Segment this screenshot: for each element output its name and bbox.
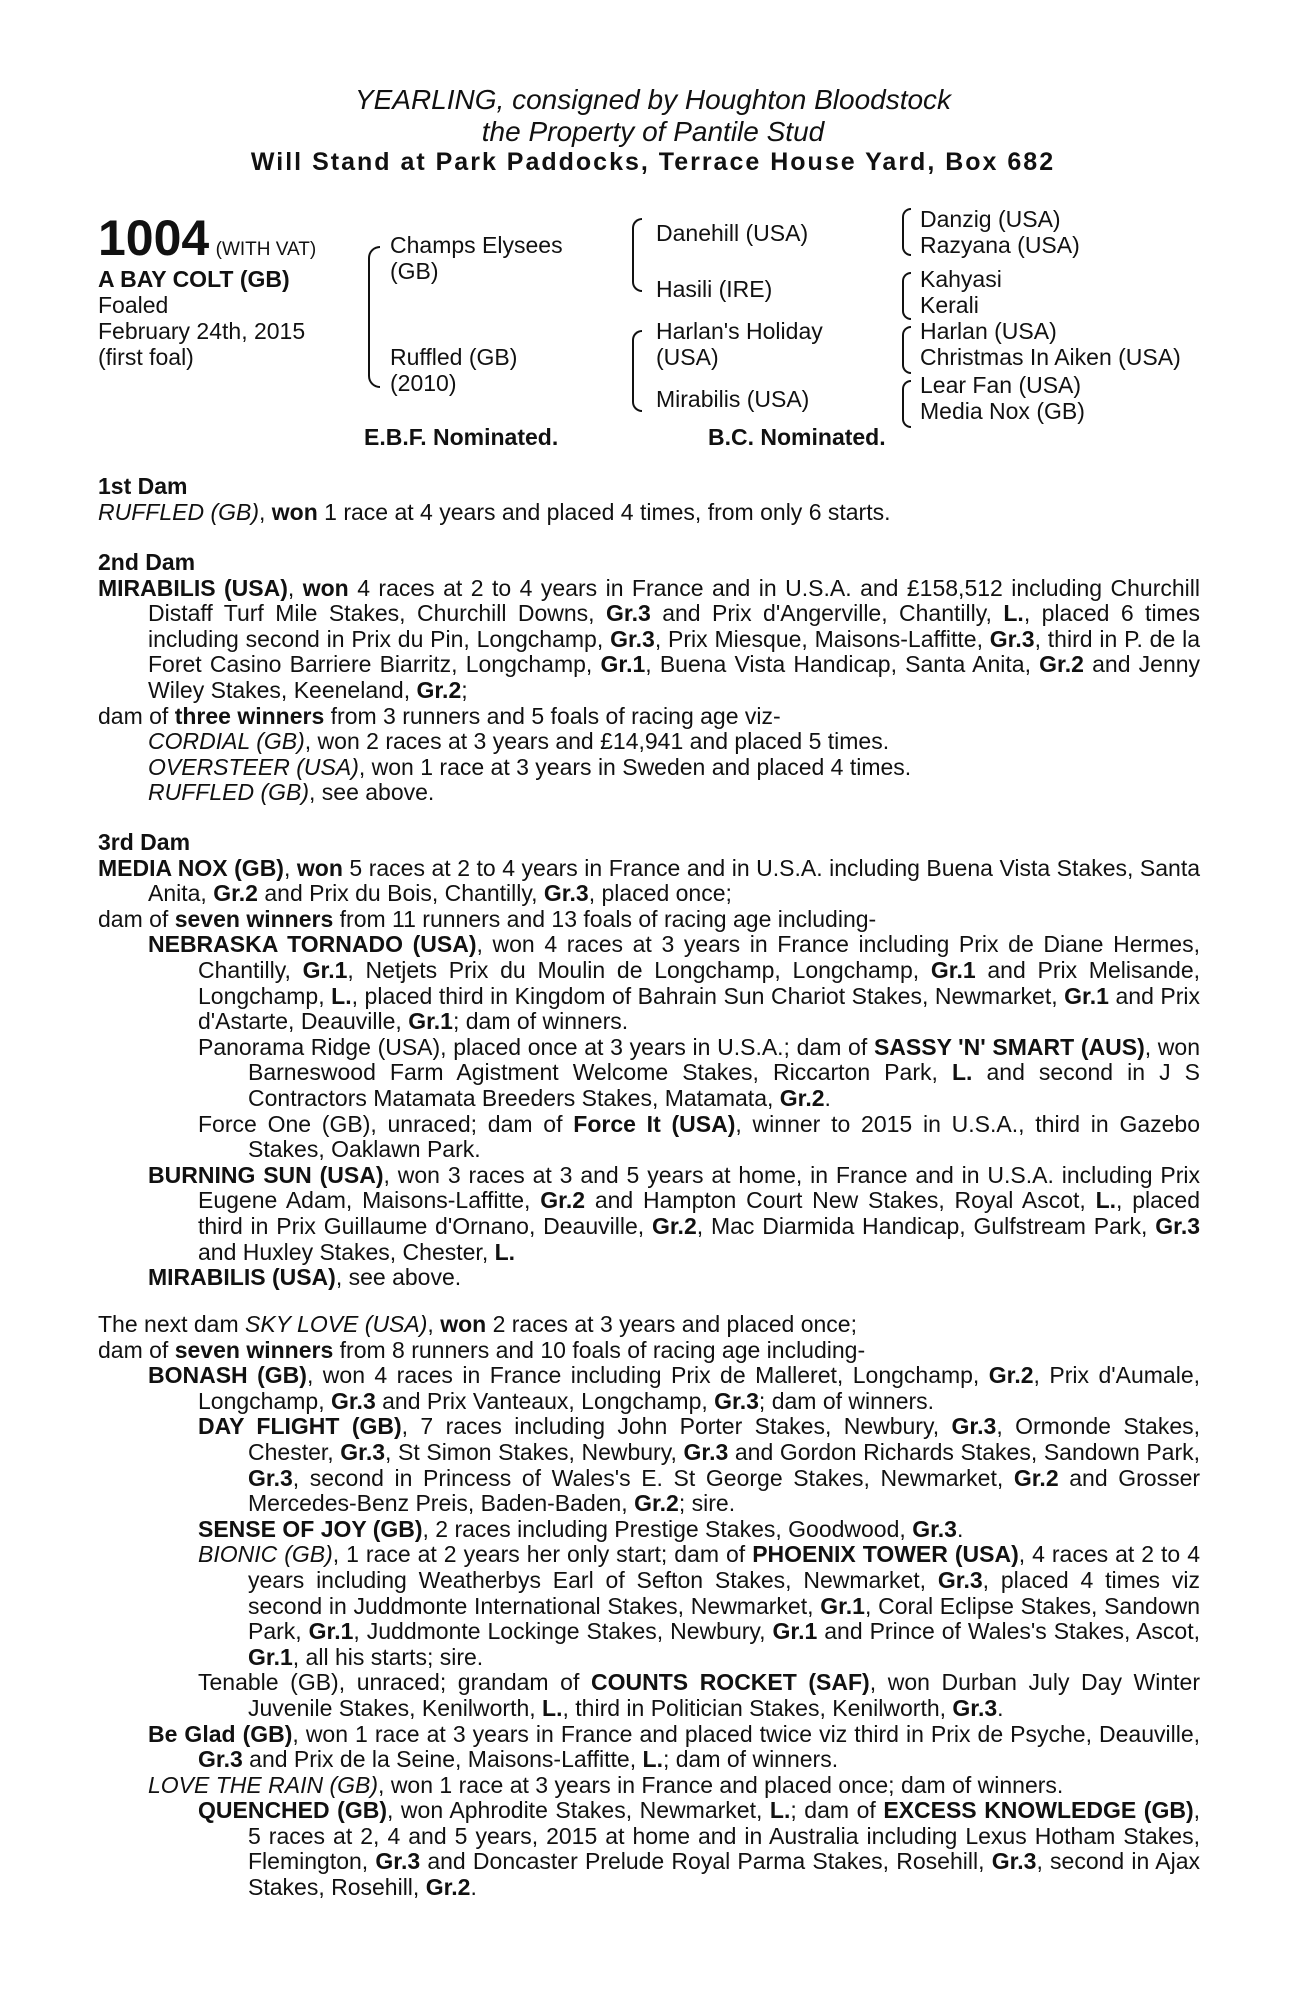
horse-name: CORDIAL (GB): [148, 728, 305, 755]
grade-label: Gr.2: [425, 1874, 471, 1901]
record-text: ; dam of winners.: [452, 1008, 629, 1035]
grade-label: L.: [1003, 600, 1024, 627]
grade-label: Gr.3: [912, 1515, 957, 1542]
record-text: , 1 race at 2 years her only start; dam of: [332, 1541, 746, 1568]
grade-label: Gr.3: [330, 1387, 376, 1414]
grade-label: Gr.1: [930, 956, 976, 983]
record-text: 4 races at 2 to 4 years in France and in U.S.A. and £158,512 including Churchill Distaff Turf Mile Stakes, Churchill Downs,: [148, 574, 1200, 627]
record-text: , 2 races including Prestige Stakes, Goodwood,: [422, 1515, 906, 1542]
horse-name: Be Glad (GB): [148, 1720, 293, 1747]
record-text: and Doncaster Prelude Royal Parma Stakes, Rosehill,: [427, 1848, 985, 1875]
sire-sire: Danehill (USA): [656, 220, 809, 246]
grade-label: Gr.3: [989, 625, 1035, 652]
dam-record: MEDIA NOX (GB), won 5 races at 2 to 4 years in France and in U.S.A. including Buena Vista Stakes, Santa Anita, Gr.2 and Prix du Bois, Chantilly, Gr.3, placed once;: [98, 854, 1201, 907]
record-text: , see above.: [309, 779, 435, 806]
bc-nomination: B.C. Nominated.: [708, 424, 886, 450]
dam-of-label: dam of: [98, 905, 169, 932]
grade-label: Gr.3: [714, 1387, 759, 1414]
progeny-item: [98, 1670, 1200, 1721]
record-text: , won 4 races at 3 years in France including Prix de Diane Hermes, Chantilly,: [198, 931, 1200, 983]
dam-record: RUFFLED (GB), won 1 race at 4 years and placed 4 times, from only 6 starts.: [98, 498, 891, 525]
horse-name: QUENCHED (GB): [198, 1797, 387, 1824]
record-text: and Gordon Richards Stakes, Sandown Park,: [734, 1438, 1201, 1465]
record-text: 2 races at 3 years and placed once;: [492, 1311, 857, 1337]
winners-count: three winners: [174, 702, 325, 729]
horse-name: MIRABILIS (USA): [148, 1264, 336, 1291]
record-text: , won Aphrodite Stakes, Newmarket,: [387, 1797, 763, 1824]
dam-of-label: dam of: [98, 702, 169, 729]
record-text: and Prix de la Seine, Maisons-Laffitte,: [249, 1746, 637, 1773]
vat-label: (WITH VAT): [215, 239, 317, 260]
horse-name: RUFFLED (GB): [148, 779, 309, 806]
record-text: and Huxley Stakes, Chester,: [198, 1238, 489, 1265]
grade-label: Gr.3: [606, 600, 651, 627]
dam-record: The next dam SKY LOVE (USA), won 2 races at 3 years and placed once;: [98, 1311, 857, 1337]
record-text: and Prix du Bois, Chantilly,: [264, 880, 538, 907]
section-heading: 2nd Dam: [98, 549, 196, 575]
grade-label: Gr.2: [779, 1084, 825, 1111]
grade-label: Gr.3: [951, 1413, 997, 1440]
record-text: ; dam of winners.: [758, 1387, 935, 1414]
progeny-item: [98, 1722, 1200, 1773]
record-text: and Prix Vanteaux, Longchamp,: [382, 1387, 708, 1414]
foaled-label: Foaled: [98, 292, 169, 318]
first-foal-note: (first foal): [98, 344, 194, 370]
consignor-line: YEARLING, consigned by Houghton Bloodstock: [354, 84, 952, 115]
progeny-item: [98, 932, 1200, 1034]
ddd: Media Nox (GB): [920, 398, 1085, 424]
grade-label: Gr.1: [820, 1592, 865, 1619]
pedigree-brace: [902, 380, 911, 428]
grade-label: Gr.2: [416, 676, 462, 703]
first-dam-section: [98, 474, 1200, 525]
section-heading: 3rd Dam: [98, 829, 191, 855]
won-label: won: [440, 1311, 487, 1337]
lot-number: 1004: [98, 210, 210, 266]
record-text: , placed third in Prix Guillaume d'Ornano, Deauville,: [198, 1187, 1201, 1239]
sdd: Kerali: [920, 292, 979, 318]
horse-name: COUNTS ROCKET (SAF): [590, 1669, 870, 1696]
record-text: , won Barneswood Farm Agistment Welcome Stakes, Riccarton Park,: [248, 1033, 1200, 1086]
progeny-item: [98, 1517, 1200, 1543]
dsd: Christmas In Aiken (USA): [920, 344, 1181, 370]
grade-label: L.: [951, 1059, 973, 1086]
horse-name: BURNING SUN (USA): [148, 1161, 384, 1188]
record-text: from 11 runners and 13 foals of racing age including-: [339, 905, 877, 932]
record-text: , Coral Eclipse Stakes, Sandown Park,: [248, 1592, 1200, 1645]
record-text: , third in P. de la Foret Casino Barriere Biarritz, Longchamp,: [148, 625, 1200, 678]
horse-name: MEDIA NOX (GB): [98, 854, 284, 881]
grade-label: L.: [542, 1694, 563, 1721]
horse-name: NEBRASKA TORNADO (USA): [148, 931, 477, 958]
record-text: , Prix d'Aumale, Longchamp,: [198, 1362, 1201, 1414]
progeny-item: [98, 1542, 1200, 1670]
grade-label: L.: [331, 982, 352, 1009]
record-text: and Prix d'Angerville, Chantilly,: [662, 600, 992, 627]
record-text: , see above.: [335, 1264, 462, 1291]
horse-name: OVERSTEER (USA): [148, 753, 359, 780]
grade-label: L.: [494, 1238, 516, 1265]
record-text: , Mac Diarmida Handicap, Gulfstream Park,: [696, 1212, 1148, 1239]
grade-label: Gr.1: [302, 956, 348, 983]
record-text: , third in Politician Stakes, Kenilworth,: [562, 1694, 947, 1721]
foaled-date: February 24th, 2015: [98, 318, 306, 344]
record-text: , 7 races including John Porter Stakes, Newbury,: [401, 1413, 940, 1440]
dam-dam: Mirabilis (USA): [656, 386, 810, 412]
sds: Kahyasi: [920, 266, 1002, 292]
dam-of-line: [98, 1338, 1200, 1364]
progeny-item: [98, 755, 1200, 781]
record-text: , placed 6 times including second in Prix du Pin, Longchamp,: [148, 600, 1200, 652]
record-text: , won Durban July Day Winter Juvenile Stakes, Kenilworth,: [248, 1669, 1200, 1721]
record-text: , 4 races at 2 to 4 years including Weatherbys Earl of Sefton Stakes, Newmarket,: [248, 1541, 1200, 1593]
horse-name: MIRABILIS (USA): [98, 574, 288, 601]
horse-name: EXCESS KNOWLEDGE (GB): [883, 1797, 1194, 1824]
grade-label: Gr.3: [1155, 1212, 1201, 1239]
record-text: 5 races at 2 to 4 years in France and in U.S.A. including Buena Vista Stakes, Santa Anita,: [148, 854, 1201, 907]
record-text: .: [824, 1084, 831, 1111]
sire-name: Champs Elysees: [390, 232, 563, 258]
record-text: Tenable (GB), unraced; grandam of: [198, 1669, 580, 1696]
progeny-item: [98, 1363, 1200, 1414]
grade-label: Gr.2: [1039, 651, 1084, 678]
progeny-item: [98, 1035, 1200, 1112]
record-text: .: [997, 1694, 1004, 1721]
property-line: the Property of Pantile Stud: [481, 116, 825, 147]
next-dam-section: [98, 1312, 1200, 1901]
sss: Danzig (USA): [920, 206, 1061, 232]
record-text: , winner to 2015 in U.S.A., third in Gazebo Stakes, Oaklawn Park.: [248, 1110, 1201, 1163]
horse-name: RUFFLED (GB): [98, 498, 259, 525]
record-text: , won 1 race at 3 years in Sweden and placed 4 times.: [358, 753, 912, 780]
progeny-item: [98, 1163, 1200, 1265]
progeny-item: [98, 1265, 1200, 1291]
grade-label: Gr.2: [988, 1362, 1034, 1389]
pedigree-brace: [632, 218, 642, 292]
record-text: , placed third in Kingdom of Bahrain Sun Chariot Stakes, Newmarket,: [351, 982, 1058, 1009]
dds: Lear Fan (USA): [920, 372, 1082, 398]
record-text: , all his starts; sire.: [292, 1643, 484, 1670]
horse-name: PHOENIX TOWER (USA): [752, 1541, 1019, 1568]
grade-label: L.: [642, 1746, 663, 1773]
dam-name: Ruffled (GB): [390, 344, 518, 370]
dam-of-label: dam of: [98, 1336, 169, 1363]
record-text: from 3 runners and 5 foals of racing age viz-: [330, 702, 781, 729]
record-text: .: [470, 1874, 477, 1901]
location-line: Will Stand at Park Paddocks, Terrace House Yard, Box 682: [250, 148, 1056, 176]
grade-label: Gr.2: [1013, 1464, 1059, 1491]
record-text: , 5 races at 2, 4 and 5 years, 2015 at home and in Australia including Lexus Hotham Stakes, Flemington,: [248, 1797, 1200, 1875]
dam-sire-line2: (USA): [656, 344, 719, 370]
grade-label: Gr.2: [540, 1187, 586, 1214]
dam-record: MIRABILIS (USA), won 4 races at 2 to 4 years in France and in U.S.A. and £158,512 including Churchill Distaff Turf Mile Stakes, Churchill Downs, Gr.3 and Prix d'Angerville, Chantilly, L., placed 6 times including second in Prix du Pin, Longchamp, Gr.3, Prix Miesque, Maisons-Laffitte, Gr.3, third in P. de la Foret Casino Barriere Biarritz, Longchamp, Gr.1, Buena Vista Handicap, Santa Anita, Gr.2 and Jenny Wiley Stakes, Keeneland, Gr.2;: [98, 574, 1201, 703]
record-text: ; sire.: [678, 1490, 736, 1517]
section-heading: 1st Dam: [98, 473, 188, 499]
grade-label: Gr.2: [651, 1212, 697, 1239]
progeny-item: [98, 1112, 1200, 1163]
record-text: , Netjets Prix du Moulin de Longchamp, Longchamp,: [347, 956, 920, 983]
grade-label: Gr.3: [375, 1848, 421, 1875]
record-text: The next dam: [98, 1311, 239, 1337]
lot-heading: [98, 212, 316, 264]
won-label: won: [302, 574, 349, 601]
horse-name: SENSE OF JOY (GB): [198, 1515, 423, 1542]
record-text: ; dam of: [790, 1797, 876, 1824]
pedigree-brace: [902, 272, 911, 320]
horse-name: BONASH (GB): [148, 1362, 307, 1389]
grade-label: Gr.1: [408, 1008, 453, 1035]
dam-of-line: [98, 907, 1200, 933]
grade-label: Gr.3: [543, 880, 589, 907]
record-text: , St Simon Stakes, Newbury,: [385, 1438, 677, 1465]
grade-label: Gr.1: [772, 1618, 818, 1645]
grade-label: Gr.2: [634, 1490, 679, 1517]
grade-label: Gr.1: [1064, 982, 1109, 1009]
progeny-item: [98, 1773, 1200, 1799]
grade-label: Gr.3: [248, 1464, 293, 1491]
grade-label: Gr.3: [952, 1694, 998, 1721]
record-text: , placed 4 times viz second in Juddmonte International Stakes, Newmarket,: [248, 1566, 1200, 1619]
record-text: , Buena Vista Handicap, Santa Anita,: [645, 651, 1031, 678]
record-text: , won 1 race at 3 years in France and placed once; dam of winners.: [378, 1771, 1064, 1798]
record-text: from 8 runners and 10 foals of racing age including-: [339, 1336, 866, 1363]
grade-label: Gr.2: [213, 880, 258, 907]
record-text: and second in J S Contractors Matamata Breeders Stakes, Matamata,: [248, 1059, 1201, 1111]
won-label: won: [271, 498, 318, 525]
record-text: , Prix Miesque, Maisons-Laffitte,: [654, 625, 983, 652]
pedigree-brace: [368, 246, 380, 388]
lot-name: A BAY COLT (GB): [98, 266, 290, 292]
pedigree-brace: [902, 326, 911, 374]
third-dam-section: [98, 830, 1200, 1291]
winners-count: seven winners: [174, 905, 334, 932]
record-text: and Prix Melisande, Longchamp,: [198, 956, 1201, 1009]
grade-label: Gr.3: [610, 625, 655, 652]
won-label: won: [296, 854, 343, 881]
pedigree-brace: [902, 208, 911, 256]
grade-label: Gr.1: [248, 1643, 293, 1670]
record-text: , Ormonde Stakes, Chester,: [248, 1413, 1201, 1465]
record-text: Force One (GB), unraced; dam of: [198, 1110, 563, 1137]
dss: Harlan (USA): [920, 318, 1057, 344]
grade-label: Gr.3: [991, 1848, 1037, 1875]
record-text: , second in Princess of Wales's E. St George Stakes, Newmarket,: [292, 1464, 1004, 1491]
dam-sire-line1: Harlan's Holiday: [656, 318, 823, 344]
ebf-nomination: E.B.F. Nominated.: [364, 424, 559, 450]
progeny-item: [98, 780, 1200, 806]
progeny-item: [98, 1414, 1200, 1516]
record-text: and Prince of Wales's Stakes, Ascot,: [824, 1618, 1201, 1645]
grade-label: Gr.1: [308, 1618, 354, 1645]
ssd: Razyana (USA): [920, 232, 1080, 258]
record-text: and Grosser Mercedes-Benz Preis, Baden-Baden,: [248, 1464, 1201, 1517]
pedigree-brace: [632, 330, 642, 412]
grade-label: L.: [769, 1797, 791, 1824]
grade-label: Gr.3: [198, 1746, 243, 1773]
dam-year: (2010): [390, 370, 457, 396]
progeny-item: [98, 729, 1200, 755]
horse-name: SKY LOVE (USA): [245, 1311, 428, 1337]
record-text: .: [956, 1515, 964, 1542]
winners-count: seven winners: [174, 1336, 334, 1363]
record-text: , won 2 races at 3 years and £14,941 and placed 5 times.: [304, 728, 890, 755]
record-text: ; dam of winners.: [662, 1746, 839, 1773]
record-text: and Prix d'Astarte, Deauville,: [198, 982, 1201, 1035]
second-dam-section: [98, 550, 1200, 806]
record-text: and Hampton Court New Stakes, Royal Ascot,: [594, 1187, 1086, 1214]
record-text: , won 3 races at 3 and 5 years at home, in France and in U.S.A. including Prix Eugene Adam, Maisons-Laffitte,: [198, 1161, 1200, 1214]
record-text: , Juddmonte Lockinge Stakes, Newbury,: [353, 1618, 766, 1645]
record-text: , placed once;: [588, 880, 732, 907]
grade-label: Gr.1: [600, 651, 646, 678]
sire-dam: Hasili (IRE): [656, 276, 773, 302]
horse-name: Force It (USA): [573, 1110, 736, 1137]
record-text: , second in Ajax Stakes, Rosehill,: [248, 1848, 1200, 1901]
record-text: ;: [461, 676, 468, 703]
sire-origin: (GB): [390, 258, 439, 284]
progeny-item: [98, 1798, 1200, 1900]
record-text: , won 4 races in France including Prix de Malleret, Longchamp,: [306, 1362, 980, 1389]
record-text: Panorama Ridge (USA), placed once at 3 years in U.S.A.; dam of: [198, 1033, 868, 1060]
horse-name: DAY FLIGHT (GB): [198, 1413, 402, 1440]
grade-label: Gr.3: [340, 1438, 386, 1465]
record-text: and Jenny Wiley Stakes, Keeneland,: [148, 651, 1201, 703]
horse-name: SASSY 'N' SMART (AUS): [873, 1033, 1145, 1060]
grade-label: Gr.3: [937, 1566, 983, 1593]
horse-name: BIONIC (GB): [198, 1541, 333, 1568]
dam-of-line: [98, 704, 1200, 730]
grade-label: Gr.3: [683, 1438, 729, 1465]
record-text: , won 1 race at 3 years in France and placed twice viz third in Prix de Psyche, Deauville,: [292, 1720, 1200, 1747]
grade-label: L.: [1095, 1187, 1117, 1214]
horse-name: LOVE THE RAIN (GB): [148, 1771, 379, 1798]
record-text: 1 race at 4 years and placed 4 times, from only 6 starts.: [324, 498, 891, 525]
